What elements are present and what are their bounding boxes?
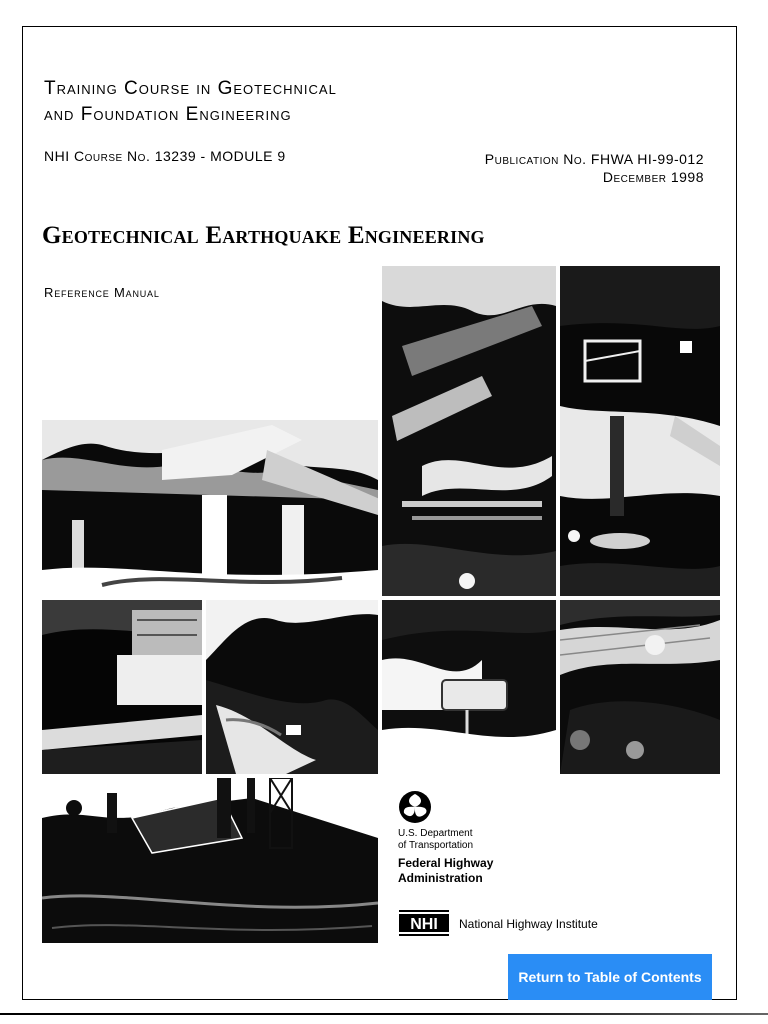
nhi-logo-icon	[399, 910, 449, 936]
dot-line2: of Transportation	[398, 840, 474, 851]
photo-damaged-column	[560, 266, 720, 596]
publication-block	[485, 150, 704, 186]
photo-structural-debris	[382, 266, 556, 596]
course-title	[44, 76, 544, 128]
photo-road-landslide	[206, 600, 378, 774]
dot-line1: U.S. Department	[398, 828, 473, 839]
document-title: Geotechnical Earthquake Engineering	[42, 222, 485, 249]
dot-logo-icon	[398, 790, 432, 824]
fhwa-name	[398, 856, 493, 886]
course-title-line1: Training Course in Geotechnical	[44, 78, 337, 99]
nhi-logo-text: NHI	[410, 916, 438, 933]
photo-tilted-tank	[382, 600, 556, 774]
fhwa-line1: Federal Highway	[398, 856, 494, 870]
course-number: NHI Course No. 13239 - MODULE 9	[44, 148, 286, 164]
photo-damaged-industrial-plant	[42, 778, 378, 943]
document-subtitle: Reference Manual	[44, 285, 160, 300]
bottom-rule	[0, 1013, 768, 1015]
nhi-name: National Highway Institute	[459, 917, 598, 931]
fhwa-line2: Administration	[398, 871, 483, 885]
publication-number: Publication No. FHWA HI-99-012	[484, 151, 704, 167]
publication-date: December 1998	[602, 169, 704, 185]
photo-collapsed-bridge	[42, 420, 378, 595]
course-title-line2: and Foundation Engineering	[44, 104, 292, 125]
photo-wall-facade	[42, 600, 202, 774]
return-to-toc-button[interactable]: Return to Table of Contents	[508, 954, 712, 1000]
photo-excavation-site	[560, 600, 720, 774]
dot-name	[398, 828, 473, 852]
